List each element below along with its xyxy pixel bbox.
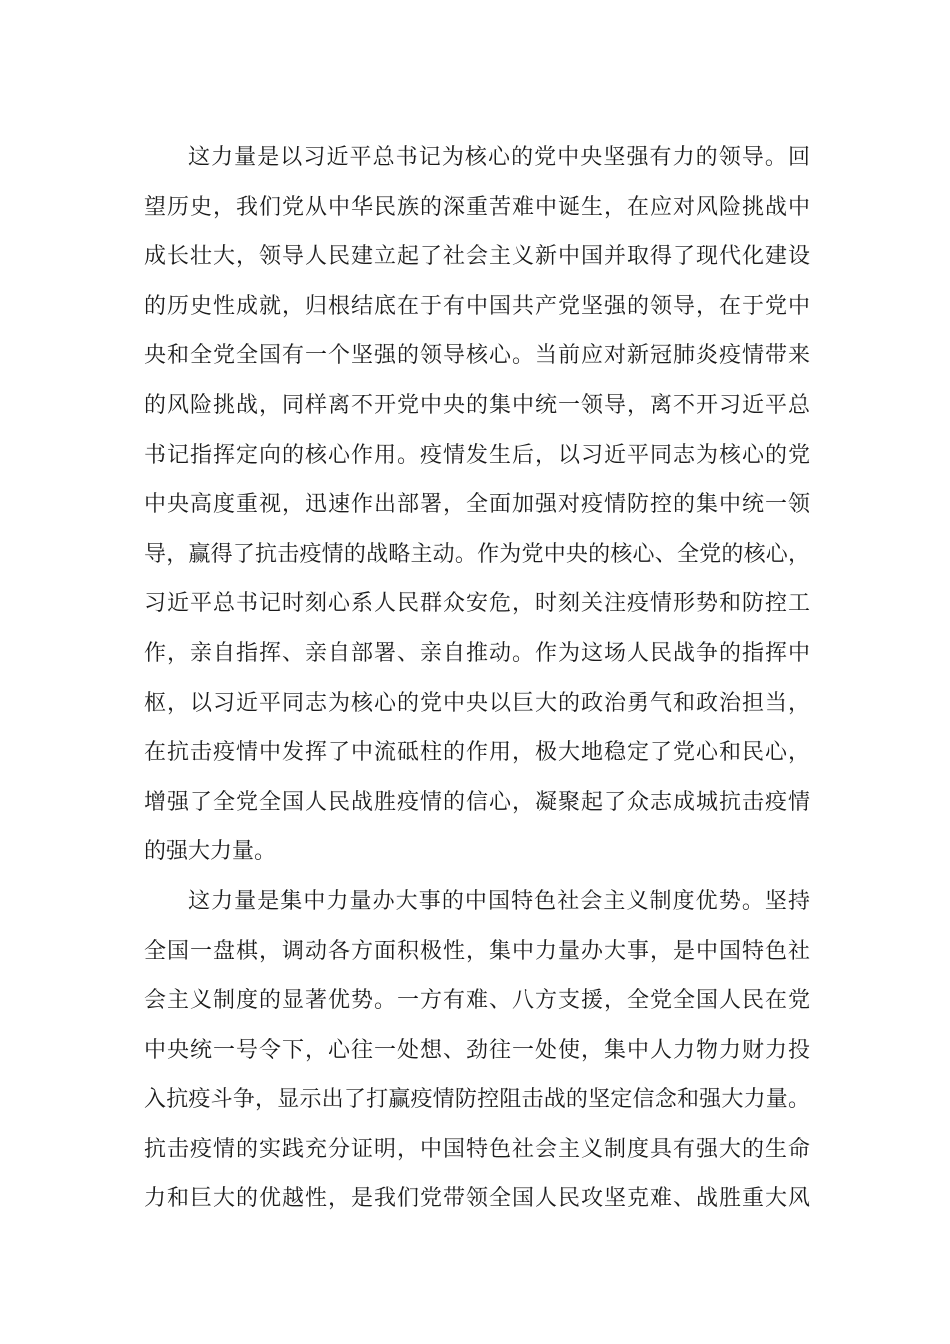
text-line: 望历史，我们党从中华民族的深重苦难中诞生，在应对风险挑战中	[144, 194, 810, 220]
text-line: 枢，以习近平同志为核心的党中央以巨大的政治勇气和政治担当，	[144, 690, 810, 716]
text-line: 会主义制度的显著优势。一方有难、八方支援，全党全国人民在党	[144, 988, 810, 1014]
text-line: 习近平总书记时刻心系人民群众安危，时刻关注疫情形势和防控工	[144, 591, 810, 617]
text-line: 央和全党全国有一个坚强的领导核心。当前应对新冠肺炎疫情带来	[144, 343, 810, 369]
text-line: 书记指挥定向的核心作用。疫情发生后，以习近平同志为核心的党	[144, 442, 810, 468]
text-line: 的历史性成就，归根结底在于有中国共产党坚强的领导，在于党中	[144, 293, 810, 319]
text-line: 的风险挑战，同样离不开党中央的集中统一领导，离不开习近平总	[144, 392, 810, 418]
document-body	[144, 133, 810, 1224]
text-line: 中央统一号令下，心往一处想、劲往一处使，集中人力物力财力投	[144, 1037, 810, 1063]
paragraph-1	[144, 133, 810, 877]
text-line: 导，赢得了抗击疫情的战略主动。作为党中央的核心、全党的核心，	[144, 541, 810, 567]
paragraph-2	[144, 877, 810, 1224]
text-line: 抗击疫情的实践充分证明，中国特色社会主义制度具有强大的生命	[144, 1136, 810, 1162]
text-line: 成长壮大，领导人民建立起了社会主义新中国并取得了现代化建设	[144, 244, 810, 270]
text-line: 在抗击疫情中发挥了中流砥柱的作用，极大地稳定了党心和民心，	[144, 740, 810, 766]
text-line: 这力量是以习近平总书记为核心的党中央坚强有力的领导。回	[188, 145, 810, 170]
text-line: 增强了全党全国人民战胜疫情的信心，凝聚起了众志成城抗击疫情	[144, 789, 810, 815]
text-line: 入抗疫斗争，显示出了打赢疫情防控阻击战的坚定信念和强大力量。	[144, 1087, 810, 1113]
text-line: 作，亲自指挥、亲自部署、亲自推动。作为这场人民战争的指挥中	[144, 640, 810, 666]
text-line: 全国一盘棋，调动各方面积极性，集中力量办大事，是中国特色社	[144, 938, 810, 964]
text-line: 中央高度重视，迅速作出部署，全面加强对疫情防控的集中统一领	[144, 492, 810, 518]
text-line: 力和巨大的优越性，是我们党带领全国人民攻坚克难、战胜重大风	[144, 1186, 810, 1212]
text-line: 的强大力量。	[144, 839, 277, 865]
text-line: 这力量是集中力量办大事的中国特色社会主义制度优势。坚持	[188, 888, 810, 914]
